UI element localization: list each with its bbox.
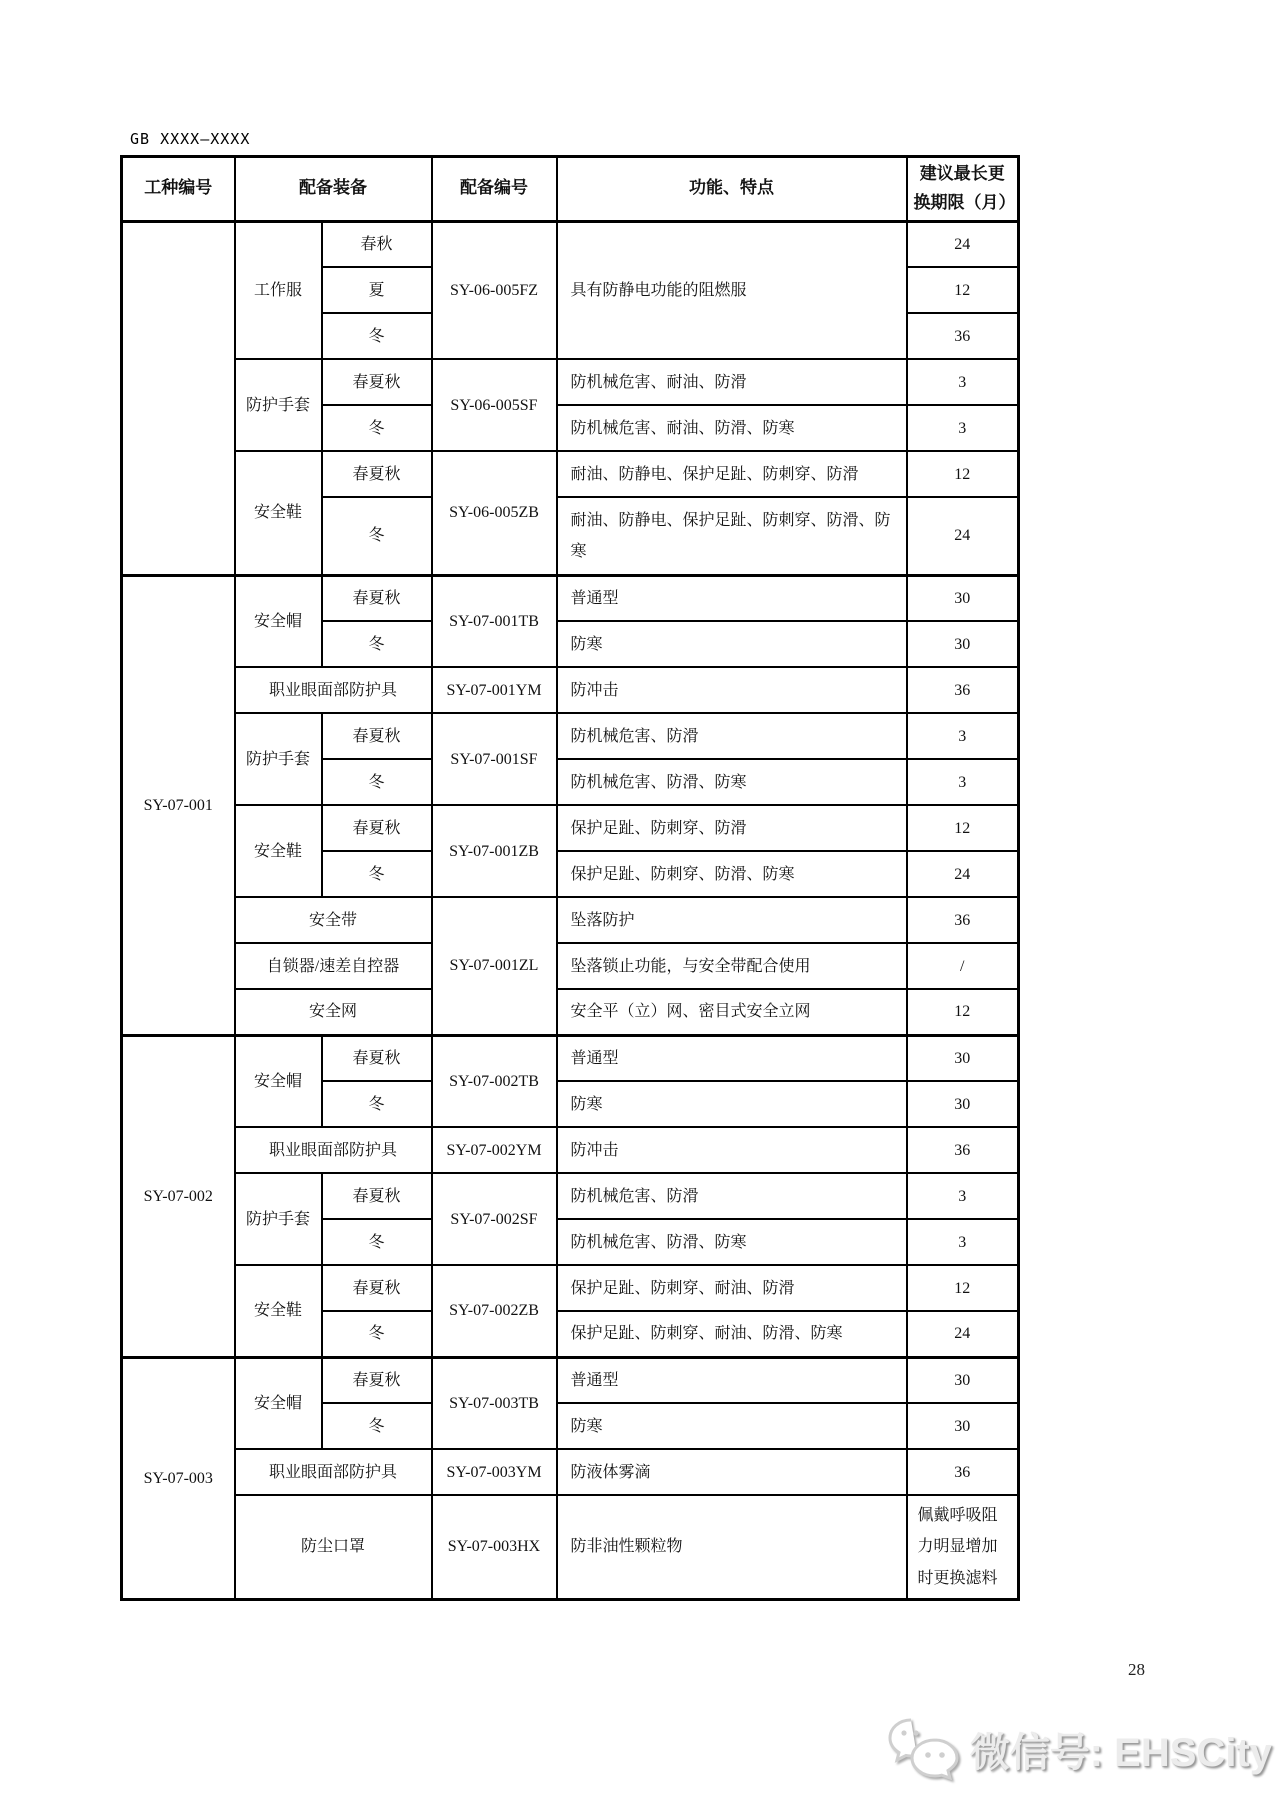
season-cell: 冬	[322, 405, 432, 451]
function-cell: 普通型	[557, 1357, 907, 1403]
term-cell: 12	[907, 805, 1019, 851]
table-row	[122, 897, 1019, 943]
table-row	[122, 1495, 1019, 1599]
term-cell: 36	[907, 897, 1019, 943]
code-cell: SY-07-003HX	[432, 1495, 557, 1599]
season-cell: 春秋	[322, 221, 432, 267]
term-cell: 24	[907, 221, 1019, 267]
term-cell: 36	[907, 1127, 1019, 1173]
season-cell: 冬	[322, 1219, 432, 1265]
term-cell: 12	[907, 267, 1019, 313]
code-cell: SY-07-002ZB	[432, 1265, 557, 1357]
function-cell: 防机械危害、耐油、防滑、防寒	[557, 405, 907, 451]
term-cell: 3	[907, 759, 1019, 805]
table-row	[122, 1449, 1019, 1495]
term-cell: 24	[907, 1311, 1019, 1357]
equip-cell: 防护手套	[235, 1173, 322, 1265]
season-cell: 春夏秋	[322, 359, 432, 405]
term-cell: 3	[907, 1173, 1019, 1219]
term-cell: 24	[907, 497, 1019, 575]
table-row	[122, 451, 1019, 497]
function-cell: 防机械危害、防滑	[557, 713, 907, 759]
wechat-icon	[886, 1716, 962, 1782]
term-cell: 30	[907, 575, 1019, 621]
season-cell: 春夏秋	[322, 1265, 432, 1311]
term-cell: 36	[907, 1449, 1019, 1495]
equip-cell: 自锁器/速差自控器	[235, 943, 432, 989]
page-number: 28	[1128, 1660, 1145, 1679]
table-row	[122, 667, 1019, 713]
equip-cell: 职业眼面部防护具	[235, 1449, 432, 1495]
season-cell: 春夏秋	[322, 1173, 432, 1219]
equip-cell: 安全鞋	[235, 451, 322, 575]
equip-cell: 安全帽	[235, 575, 322, 667]
work-type-cell: SY-07-003	[122, 1357, 235, 1599]
function-cell: 普通型	[557, 1035, 907, 1081]
table-row	[122, 713, 1019, 759]
equip-cell: 安全鞋	[235, 1265, 322, 1357]
table-row	[122, 1173, 1019, 1219]
term-cell: 3	[907, 359, 1019, 405]
code-cell: SY-07-001ZL	[432, 897, 557, 1035]
table-row	[122, 1265, 1019, 1311]
season-cell: 冬	[322, 759, 432, 805]
term-cell: 30	[907, 1357, 1019, 1403]
code-cell: SY-06-005SF	[432, 359, 557, 451]
term-cell: /	[907, 943, 1019, 989]
season-cell: 冬	[322, 1081, 432, 1127]
season-cell: 冬	[322, 1311, 432, 1357]
work-type-cell	[122, 221, 235, 575]
term-cell: 36	[907, 667, 1019, 713]
table-row	[122, 1035, 1019, 1081]
season-cell: 冬	[322, 621, 432, 667]
equip-cell: 安全带	[235, 897, 432, 943]
watermark-text: 微信号: EHSCity	[969, 1730, 1272, 1775]
function-cell: 防寒	[557, 1403, 907, 1449]
table-row	[122, 989, 1019, 1035]
col-header-term: 建议最长更换期限（月）	[907, 157, 1019, 222]
term-cell: 佩戴呼吸阻力明显增加时更换滤料	[907, 1495, 1019, 1599]
term-cell: 12	[907, 451, 1019, 497]
season-cell: 冬	[322, 497, 432, 575]
code-cell: SY-07-003YM	[432, 1449, 557, 1495]
equip-cell: 安全帽	[235, 1357, 322, 1449]
term-cell: 3	[907, 713, 1019, 759]
table-row	[122, 805, 1019, 851]
function-cell: 普通型	[557, 575, 907, 621]
term-cell: 30	[907, 1035, 1019, 1081]
code-cell: SY-07-001SF	[432, 713, 557, 805]
work-type-cell: SY-07-001	[122, 575, 235, 1035]
equip-cell: 安全鞋	[235, 805, 322, 897]
code-cell: SY-07-002SF	[432, 1173, 557, 1265]
term-cell: 30	[907, 621, 1019, 667]
code-cell: SY-07-003TB	[432, 1357, 557, 1449]
code-cell: SY-07-001TB	[432, 575, 557, 667]
code-cell: SY-07-001ZB	[432, 805, 557, 897]
table-header-row	[122, 157, 1019, 222]
season-cell: 春夏秋	[322, 713, 432, 759]
function-cell: 保护足趾、防刺穿、防滑、防寒	[557, 851, 907, 897]
function-cell: 防液体雾滴	[557, 1449, 907, 1495]
season-cell: 冬	[322, 1403, 432, 1449]
term-cell: 24	[907, 851, 1019, 897]
season-cell: 冬	[322, 851, 432, 897]
season-cell: 冬	[322, 313, 432, 359]
season-cell: 夏	[322, 267, 432, 313]
function-cell: 防冲击	[557, 667, 907, 713]
season-cell: 春夏秋	[322, 1035, 432, 1081]
table-row	[122, 221, 1019, 267]
function-cell: 具有防静电功能的阻燃服	[557, 221, 907, 359]
function-cell: 防机械危害、耐油、防滑	[557, 359, 907, 405]
term-cell: 3	[907, 405, 1019, 451]
watermark	[886, 1716, 1272, 1782]
season-cell: 春夏秋	[322, 1357, 432, 1403]
function-cell: 坠落锁止功能，与安全带配合使用	[557, 943, 907, 989]
term-cell: 30	[907, 1403, 1019, 1449]
function-cell: 防机械危害、防滑	[557, 1173, 907, 1219]
code-cell: SY-06-005FZ	[432, 221, 557, 359]
function-cell: 耐油、防静电、保护足趾、防刺穿、防滑、防寒	[557, 497, 907, 575]
table-row	[122, 1127, 1019, 1173]
season-cell: 春夏秋	[322, 451, 432, 497]
col-header-function: 功能、特点	[557, 157, 907, 222]
function-cell: 防机械危害、防滑、防寒	[557, 1219, 907, 1265]
function-cell: 保护足趾、防刺穿、耐油、防滑、防寒	[557, 1311, 907, 1357]
table-row	[122, 943, 1019, 989]
code-cell: SY-07-002TB	[432, 1035, 557, 1127]
function-cell: 防寒	[557, 621, 907, 667]
equip-cell: 防护手套	[235, 359, 322, 451]
col-header-work-type: 工种编号	[122, 157, 235, 222]
col-header-equipment: 配备装备	[235, 157, 432, 222]
work-type-cell: SY-07-002	[122, 1035, 235, 1357]
equip-cell: 防护手套	[235, 713, 322, 805]
season-cell: 春夏秋	[322, 575, 432, 621]
equip-cell: 工作服	[235, 221, 322, 359]
term-cell: 36	[907, 313, 1019, 359]
col-header-code: 配备编号	[432, 157, 557, 222]
function-cell: 防寒	[557, 1081, 907, 1127]
function-cell: 防冲击	[557, 1127, 907, 1173]
function-cell: 保护足趾、防刺穿、防滑	[557, 805, 907, 851]
function-cell: 保护足趾、防刺穿、耐油、防滑	[557, 1265, 907, 1311]
function-cell: 防非油性颗粒物	[557, 1495, 907, 1599]
code-cell: SY-06-005ZB	[432, 451, 557, 575]
table-row	[122, 1357, 1019, 1403]
table-row	[122, 575, 1019, 621]
term-cell: 12	[907, 989, 1019, 1035]
equip-cell: 职业眼面部防护具	[235, 667, 432, 713]
function-cell: 耐油、防静电、保护足趾、防刺穿、防滑	[557, 451, 907, 497]
doc-code: GB XXXX—XXXX	[130, 130, 251, 148]
function-cell: 坠落防护	[557, 897, 907, 943]
equip-cell: 职业眼面部防护具	[235, 1127, 432, 1173]
term-cell: 30	[907, 1081, 1019, 1127]
function-cell: 安全平（立）网、密目式安全立网	[557, 989, 907, 1035]
season-cell: 春夏秋	[322, 805, 432, 851]
term-cell: 12	[907, 1265, 1019, 1311]
code-cell: SY-07-002YM	[432, 1127, 557, 1173]
ppe-table	[120, 155, 1020, 1601]
code-cell: SY-07-001YM	[432, 667, 557, 713]
equip-cell: 安全网	[235, 989, 432, 1035]
term-cell: 3	[907, 1219, 1019, 1265]
equip-cell: 安全帽	[235, 1035, 322, 1127]
table-row	[122, 359, 1019, 405]
function-cell: 防机械危害、防滑、防寒	[557, 759, 907, 805]
equip-cell: 防尘口罩	[235, 1495, 432, 1599]
